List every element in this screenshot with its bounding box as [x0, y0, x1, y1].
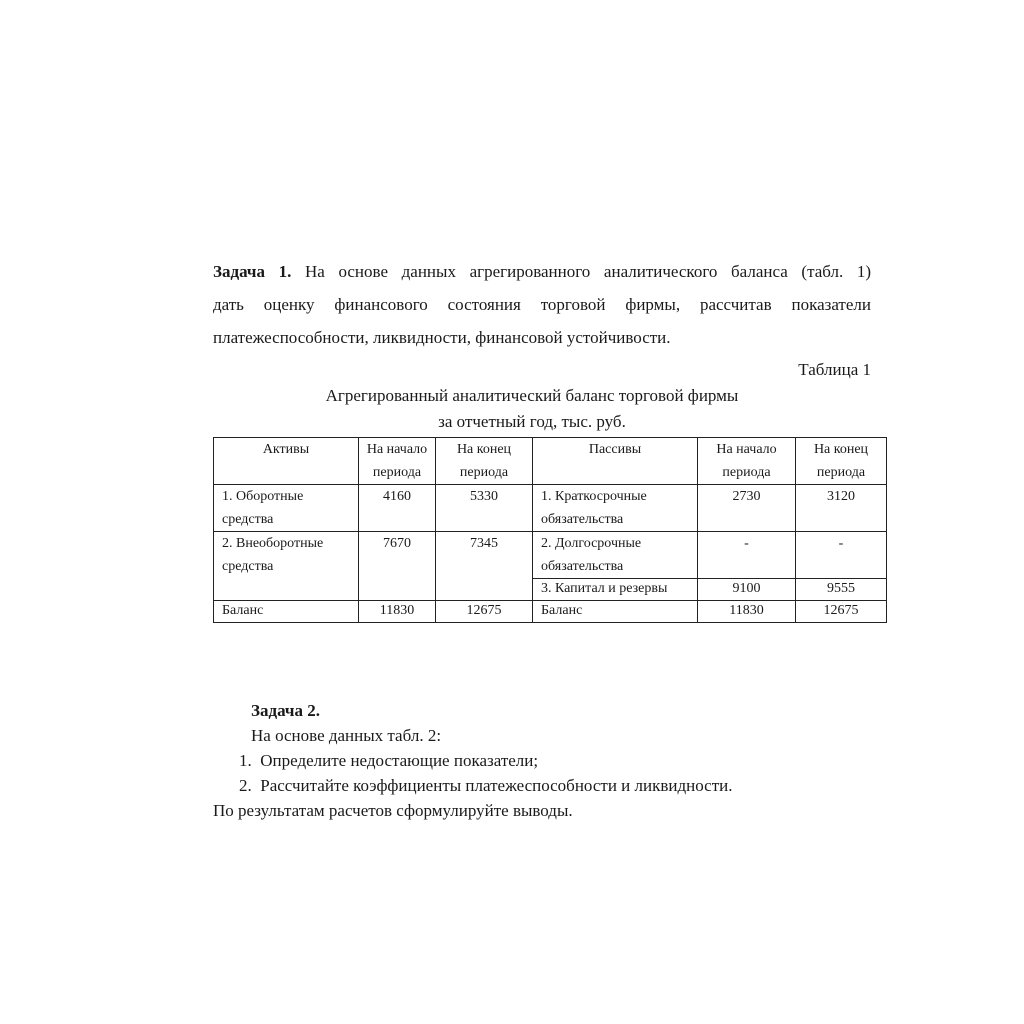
header-liab-start: На начало периода — [698, 438, 796, 485]
header-liabilities: Пассивы — [533, 438, 698, 485]
table-title-line2: за отчетный год, тыс. руб. — [438, 412, 626, 431]
asset-start-cell: 7670 — [359, 532, 436, 601]
table-row — [214, 485, 887, 532]
task2-heading — [251, 698, 320, 723]
task2-conclusion: По результатам расчетов сформулируйте выводы. — [213, 801, 573, 820]
list-number: 1. — [239, 751, 252, 770]
liab-start-cell: 9100 — [698, 579, 796, 601]
task1-text-line1: На основе данных агрегированного аналитического баланса (табл. 1) — [291, 262, 872, 281]
task2-list-item — [239, 773, 732, 798]
task2-list-item — [239, 748, 538, 773]
task1-heading: Задача 1. — [213, 262, 292, 281]
liab-end-cell: 9555 — [796, 579, 887, 601]
list-text: Определите недостающие показатели; — [260, 751, 539, 770]
liab-cell: 3. Капитал и резервы — [533, 579, 698, 601]
task1-line2: дать оценку финансового состояния торговой фирмы, рассчитав показатели — [213, 295, 871, 314]
liab-total-start: 11830 — [698, 601, 796, 623]
table-title-line1: Агрегированный аналитический баланс торговой фирмы — [325, 386, 739, 405]
liab-total-end: 12675 — [796, 601, 887, 623]
header-assets-start: На начало периода — [359, 438, 436, 485]
liab-start-cell: - — [698, 532, 796, 579]
asset-cell: 2. Внеоборотные средства — [214, 532, 359, 601]
asset-total-end: 12675 — [436, 601, 533, 623]
liab-cell: 2. Долгосрочные обязательства — [533, 532, 698, 579]
liab-total-label: Баланс — [533, 601, 698, 623]
table-total-row — [214, 601, 887, 623]
table-header-row — [214, 438, 887, 485]
task2-heading-text: Задача 2. — [251, 701, 320, 720]
task2-intro: На основе данных табл. 2: — [251, 726, 442, 745]
asset-total-label: Баланс — [214, 601, 359, 623]
asset-start-cell: 4160 — [359, 485, 436, 532]
asset-cell: 1. Оборотные средства — [214, 485, 359, 532]
liab-end-cell: 3120 — [796, 485, 887, 532]
liab-cell: 1. Краткосрочные обязательства — [533, 485, 698, 532]
table-label: Таблица 1 — [798, 360, 871, 379]
asset-total-start: 11830 — [359, 601, 436, 623]
list-number: 2. — [239, 776, 252, 795]
list-text: Рассчитайте коэффициенты платежеспособности и ликвидности. — [260, 776, 733, 795]
balance-table — [213, 437, 887, 623]
liab-end-cell: - — [796, 532, 887, 579]
header-assets-end: На конец периода — [436, 438, 533, 485]
task1-line1 — [213, 255, 871, 288]
asset-end-cell: 7345 — [436, 532, 533, 601]
asset-end-cell: 5330 — [436, 485, 533, 532]
header-liab-end: На конец периода — [796, 438, 887, 485]
task1-line3: платежеспособности, ликвидности, финансовой устойчивости. — [213, 328, 671, 347]
liab-start-cell: 2730 — [698, 485, 796, 532]
table-row — [214, 532, 887, 579]
header-assets: Активы — [214, 438, 359, 485]
